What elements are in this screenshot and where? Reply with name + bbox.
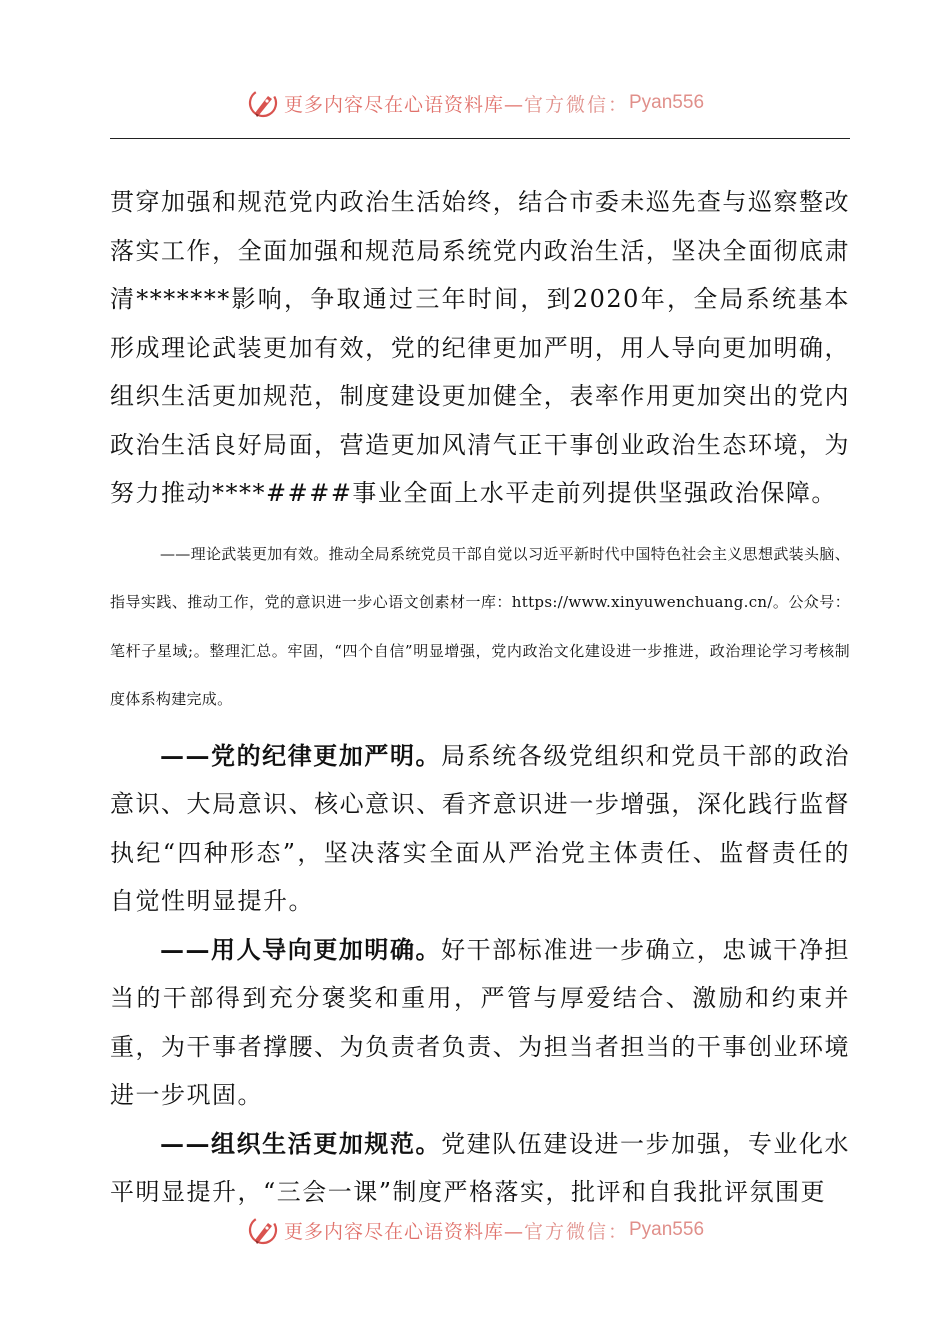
- pen-nib-icon: [246, 1213, 280, 1247]
- paragraph-heading: ——党的纪律更加严明。: [160, 740, 442, 770]
- paragraph-intro: 贯穿加强和规范党内政治生活始终，结合市委未巡先查与巡察整改落实工作，全面加强和规范局系统党内政治生活，坚决全面彻底肃清*******影响，争取通过三年时间，到2020年，全局系统基本形成理论武装更加有效，党的纪律更加严明，用人导向更加明确，组织生活更加规范，制度建设更加健全，表率作用更加突出的党内政治生活良好局面，营造更加风清气正干事创业政治生态环境，为努力推动****####事业全面上水平走前列提供坚强政治保障。: [110, 188, 850, 507]
- paragraph-text: 党建队伍建设进一步加强，专业化水平明显提升，“三会一课”制度严格落实，批评和自我批评氛围更: [110, 1129, 851, 1206]
- paragraph-organization: [110, 1120, 850, 1217]
- wechat-label: 官方微信：: [523, 93, 629, 116]
- paragraph-theory: ——理论武装更加有效。推动全局系统党员干部自觉以习近平新时代中国特色社会主义思想武装头脑、指导实践、推动工作，党的意识进一步心语文创素材一库：https://www.xinyuwenchuang.cn/。公众号：笔杆子星域;。整理汇总。牢固，“四个自信”明显增强，党内政治文化建设进一步推进，政治理论学习考核制度体系构建完成。: [110, 544, 850, 708]
- footer-banner: [0, 1210, 950, 1250]
- document-body: [110, 180, 850, 1217]
- wechat-label: 官方微信：: [523, 1220, 629, 1243]
- banner-text: 更多内容尽在心语资料库—: [283, 93, 524, 116]
- wechat-id: Pyan556: [629, 1219, 705, 1240]
- banner-text: 更多内容尽在心语资料库—: [283, 1220, 524, 1243]
- paragraph-personnel: [110, 926, 850, 1120]
- wechat-id: Pyan556: [629, 92, 705, 113]
- paragraph-text: 好干部标准进一步确立，忠诚干净担当的干部得到充分褒奖和重用，严管与厚爱结合、激励和约束并重，为干事者撑腰、为负责者负责、为担当者担当的干事创业环境进一步巩固。: [110, 935, 851, 1109]
- paragraph-heading: ——组织生活更加规范。: [160, 1128, 442, 1158]
- header-divider: [110, 138, 850, 139]
- pen-nib-icon: [246, 86, 280, 120]
- paragraph-text: 局系统各级党组织和党员干部的政治意识、大局意识、核心意识、看齐意识进一步增强，深化践行监督执纪“四种形态”，坚决落实全面从严治党主体责任、监督责任的自觉性明显提升。: [110, 741, 851, 915]
- header-banner: [0, 83, 950, 123]
- paragraph-discipline: [110, 732, 850, 926]
- paragraph-heading: ——用人导向更加明确。: [160, 934, 442, 964]
